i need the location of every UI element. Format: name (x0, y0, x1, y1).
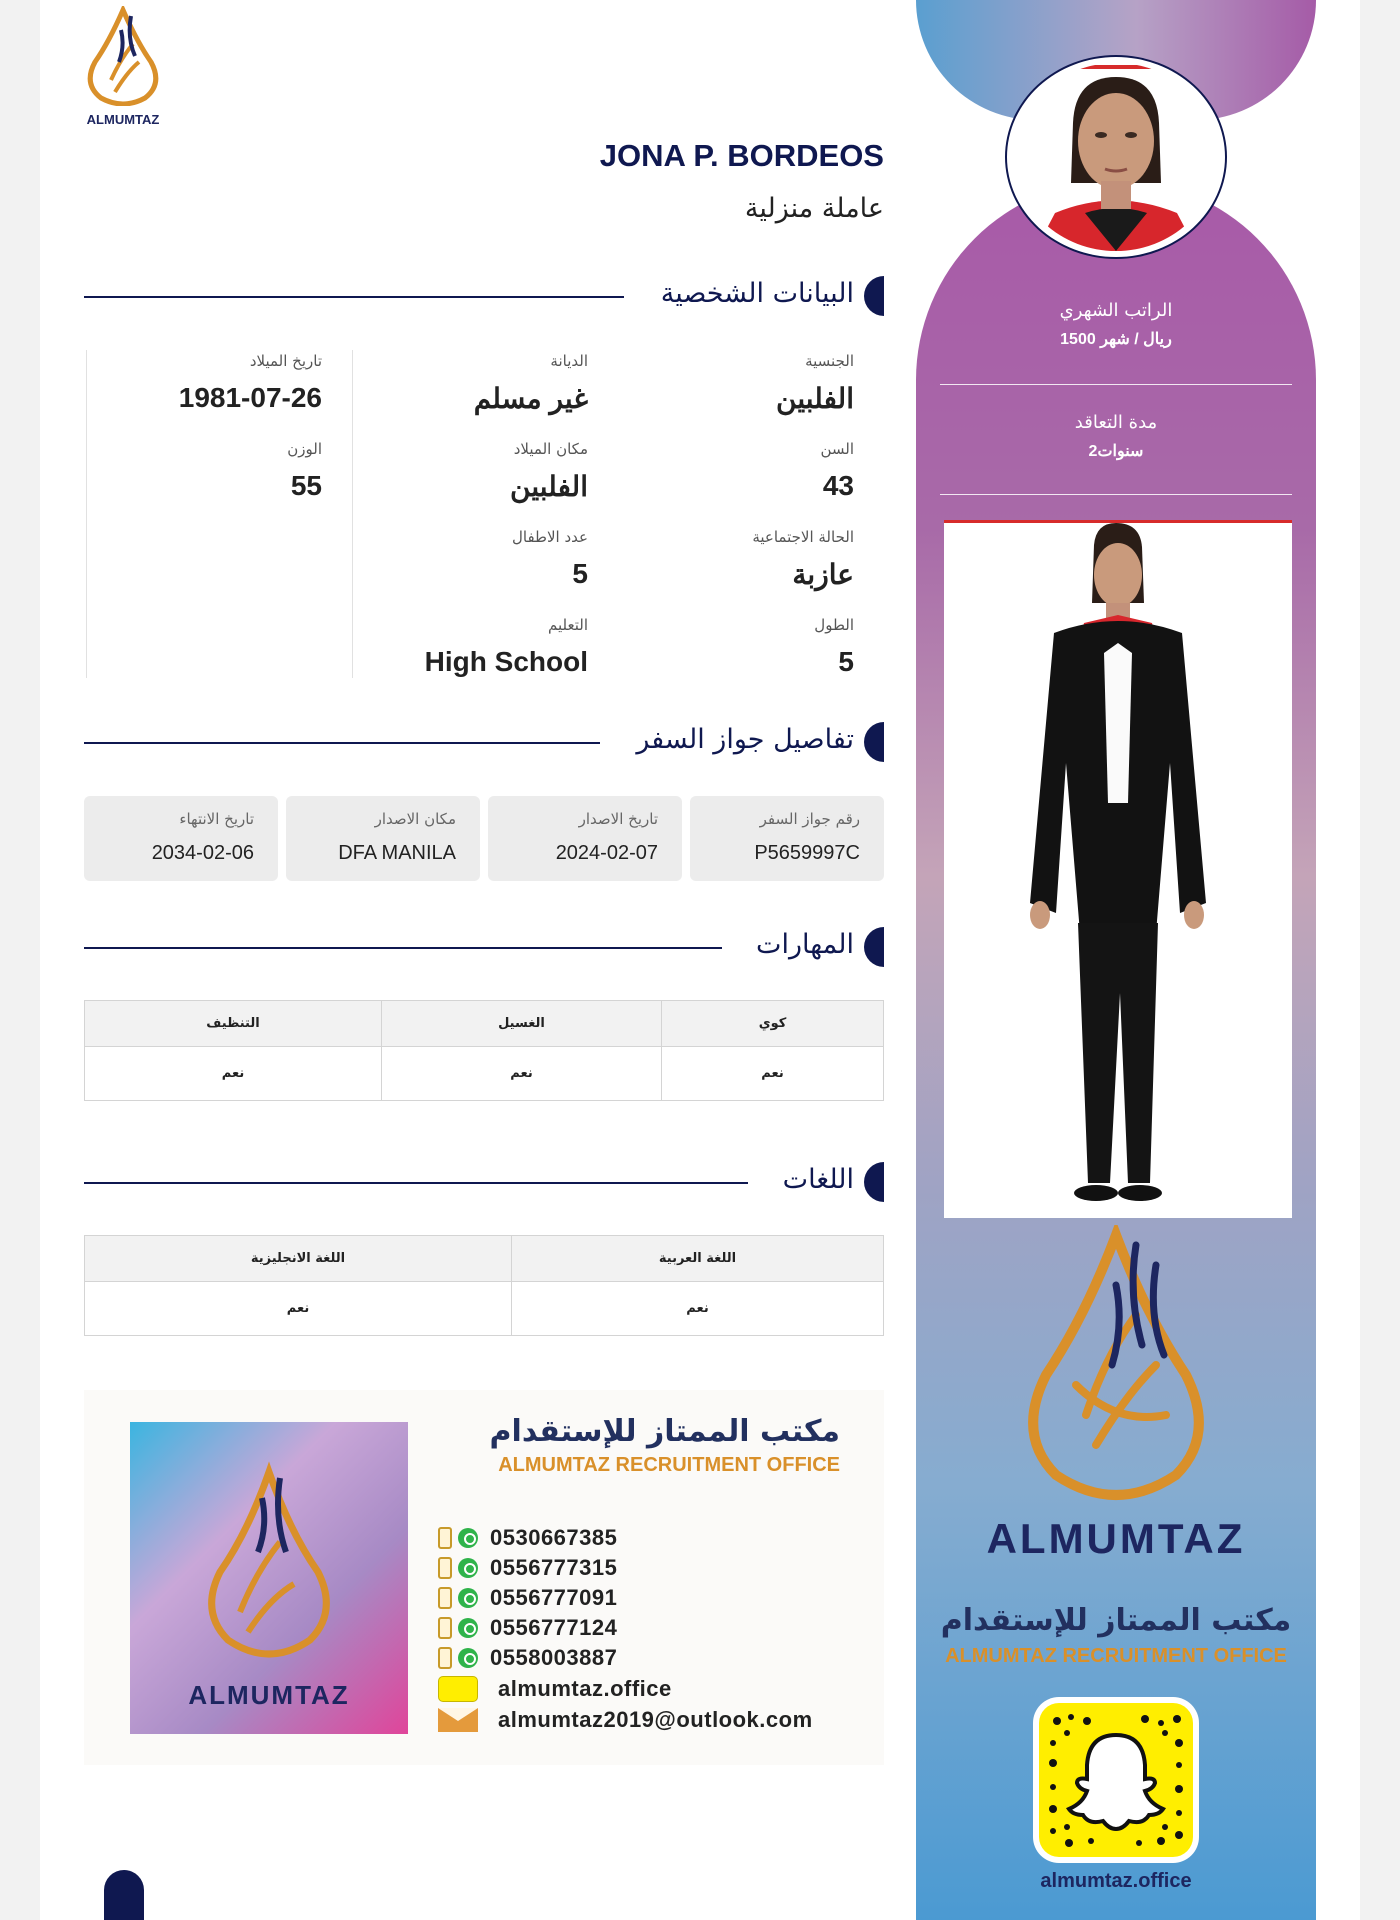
salary-value: 1500 ريال / شهر (1060, 331, 1172, 348)
portrait-photo (1015, 63, 1217, 251)
phone-icon (438, 1617, 452, 1639)
section-rule (84, 947, 722, 949)
phone-number[interactable]: 0556777091 (490, 1585, 618, 1610)
info-item-education (353, 616, 588, 702)
info-value: عازبة (792, 559, 854, 590)
info-item-nationality (618, 352, 854, 438)
passport-value: 2034-02-06 (151, 842, 254, 864)
business-card-brand: ALMUMTAZ (188, 1680, 350, 1710)
table-cell: نعم (382, 1047, 662, 1101)
business-card-title-arabic: مكتب الممتاز للإستقدام (489, 1414, 840, 1449)
contact-snapchat[interactable] (438, 1676, 672, 1702)
sidebar-brand-name: ALMUMTAZ (986, 1515, 1246, 1562)
cv-page (40, 0, 1360, 1920)
info-value: الفلبين (510, 471, 588, 502)
business-card-title-english: ALMUMTAZ RECRUITMENT OFFICE (498, 1454, 840, 1476)
phone-number[interactable]: 0558003887 (490, 1645, 618, 1670)
contract-block (940, 412, 1292, 461)
sidebar (916, 0, 1316, 1920)
contact-phone[interactable] (438, 1555, 617, 1581)
info-label: عدد الاطفال (512, 528, 588, 546)
info-value: 5 (838, 646, 854, 677)
whatsapp-icon (458, 1648, 478, 1668)
phone-number[interactable]: 0530667385 (490, 1525, 618, 1550)
phone-number[interactable]: 0556777315 (490, 1555, 618, 1580)
contact-phone[interactable] (438, 1615, 617, 1641)
section-marker (864, 276, 884, 316)
table-header-row (85, 1001, 884, 1047)
info-label: الطول (814, 616, 854, 634)
info-label: الوزن (287, 440, 322, 458)
languages-table (84, 1235, 884, 1336)
contact-phone[interactable] (438, 1585, 617, 1611)
info-item-children (353, 528, 588, 614)
salary-label: الراتب الشهري (1059, 300, 1173, 321)
section-title: تفاصيل جواز السفر (636, 724, 854, 755)
table-row (85, 1047, 884, 1101)
info-item-height (618, 616, 854, 702)
info-label: تاريخ الميلاد (249, 352, 322, 370)
passport-label: رقم جواز السفر (759, 810, 860, 828)
phone-icon (438, 1527, 452, 1549)
contract-value: 2سنوات (1088, 443, 1144, 460)
table-header-cell: التنظيف (85, 1001, 382, 1047)
table-header-cell: كوي (662, 1001, 884, 1047)
section-marker (864, 927, 884, 967)
info-value: الفلبين (776, 383, 854, 414)
info-value: 1981-07-26 (178, 382, 322, 413)
info-column (618, 350, 884, 678)
whatsapp-icon (458, 1528, 478, 1548)
info-column (86, 350, 352, 678)
brand-logo-icon (130, 1422, 408, 1672)
info-value: غير مسلم (473, 383, 588, 414)
table-cell: نعم (85, 1047, 382, 1101)
header-logo-text: ALMUMTAZ (86, 112, 160, 127)
page-footer-marker (104, 1870, 144, 1920)
section-personal-data (84, 276, 884, 316)
brand-logo-icon (1016, 1225, 1216, 1505)
section-title: البيانات الشخصية (660, 278, 854, 309)
table-cell: نعم (512, 1282, 884, 1336)
snapchat-icon (1039, 1703, 1193, 1857)
info-value: 5 (572, 558, 588, 589)
snapchat-code[interactable] (1033, 1697, 1199, 1863)
info-label: السن (820, 440, 854, 458)
section-title: المهارات (756, 929, 854, 960)
avatar (1005, 55, 1227, 259)
info-item-religion (353, 352, 588, 438)
passport-value: P5659997C (754, 842, 860, 864)
info-column (352, 350, 618, 678)
contract-label: مدة التعاقد (1074, 412, 1158, 433)
whatsapp-icon (458, 1558, 478, 1578)
info-label: التعليم (548, 616, 588, 634)
mail-icon (438, 1708, 478, 1732)
table-cell: نعم (662, 1047, 884, 1101)
table-header-cell: الغسيل (382, 1001, 662, 1047)
sidebar-office-english: ALMUMTAZ RECRUITMENT OFFICE (945, 1645, 1287, 1667)
candidate-job-title: عاملة منزلية (744, 193, 884, 224)
passport-card-number (690, 796, 884, 881)
sidebar-snapchat-handle[interactable]: almumtaz.office (1040, 1870, 1192, 1892)
contact-phone[interactable] (438, 1645, 617, 1671)
table-row (85, 1282, 884, 1336)
section-rule (84, 296, 624, 298)
passport-card-expiry-date (84, 796, 278, 881)
phone-icon (438, 1587, 452, 1609)
passport-card-issue-date (488, 796, 682, 881)
passport-label: مكان الاصدار (374, 810, 456, 828)
section-title: اللغات (782, 1164, 854, 1195)
whatsapp-icon (458, 1618, 478, 1638)
full-body-photo (944, 520, 1292, 1218)
skills-table (84, 1000, 884, 1101)
section-marker (864, 722, 884, 762)
sidebar-divider (940, 384, 1292, 385)
passport-value: DFA MANILA (338, 842, 456, 864)
section-skills (84, 927, 884, 967)
sidebar-divider (940, 494, 1292, 495)
passport-label: تاريخ الاصدار (578, 810, 658, 828)
table-cell: نعم (85, 1282, 512, 1336)
phone-icon (438, 1557, 452, 1579)
whatsapp-icon (458, 1588, 478, 1608)
snapchat-icon (438, 1676, 478, 1702)
email-address[interactable]: almumtaz2019@outlook.com (498, 1707, 813, 1732)
info-item-weight (87, 440, 322, 526)
table-header-row (85, 1236, 884, 1282)
contact-phone[interactable] (438, 1525, 617, 1551)
phone-number[interactable]: 0556777124 (490, 1615, 618, 1640)
info-item-marital-status (618, 528, 854, 614)
passport-value: 2024-02-07 (555, 842, 658, 864)
info-value: 55 (290, 470, 322, 501)
header-logo (78, 6, 168, 126)
business-card (84, 1390, 884, 1765)
passport-card-issue-place (286, 796, 480, 881)
section-rule (84, 1182, 748, 1184)
business-card-logo (130, 1422, 408, 1734)
passport-label: تاريخ الانتهاء (179, 810, 254, 828)
phone-icon (438, 1647, 452, 1669)
candidate-name: JONA P. BORDEOS (599, 138, 884, 173)
sidebar-office-arabic: مكتب الممتاز للإستقدام (940, 1603, 1292, 1638)
section-passport (84, 722, 884, 762)
snapchat-handle[interactable]: almumtaz.office (498, 1676, 672, 1701)
table-header-cell: اللغة العربية (512, 1236, 884, 1282)
section-marker (864, 1162, 884, 1202)
info-label: مكان الميلاد (513, 440, 588, 458)
info-item-birthplace (353, 440, 588, 526)
table-header-cell: اللغة الانجليزية (85, 1236, 512, 1282)
info-item-birthdate (87, 352, 322, 438)
section-rule (84, 742, 600, 744)
section-languages (84, 1162, 884, 1202)
brand-logo-icon (83, 6, 163, 106)
info-label: الحالة الاجتماعية (752, 528, 854, 546)
info-label: الديانة (550, 352, 588, 370)
info-value: High School (424, 646, 588, 677)
info-item-age (618, 440, 854, 526)
contact-email[interactable] (438, 1707, 813, 1733)
info-value: 43 (822, 470, 854, 501)
salary-block (940, 300, 1292, 349)
info-label: الجنسية (805, 352, 854, 370)
